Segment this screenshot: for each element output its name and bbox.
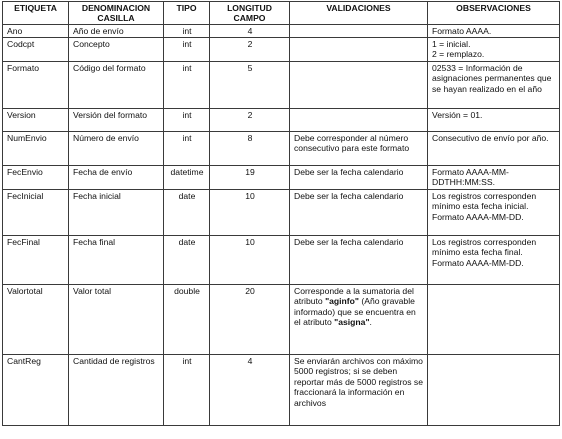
cell-observaciones: 1 = inicial. 2 = remplazo. xyxy=(428,37,560,61)
cell-etiqueta: CantReg xyxy=(3,354,69,425)
validation-text: Corresponde a la sumatoria del atributo xyxy=(294,285,414,307)
table-row xyxy=(3,165,560,189)
cell-tipo: int xyxy=(164,25,210,38)
cell-etiqueta: FecEnvio xyxy=(3,165,69,189)
cell-observaciones xyxy=(428,284,560,354)
cell-longitud: 4 xyxy=(210,354,290,425)
cell-denominacion: Cantidad de registros xyxy=(69,354,164,425)
cell-etiqueta: FecInicial xyxy=(3,189,69,235)
cell-tipo: int xyxy=(164,108,210,131)
column-header-tipo: TIPO xyxy=(164,2,210,25)
cell-longitud: 8 xyxy=(210,131,290,165)
table-row xyxy=(3,189,560,235)
cell-etiqueta: FecFinal xyxy=(3,235,69,284)
cell-tipo: int xyxy=(164,354,210,425)
table-row xyxy=(3,37,560,61)
cell-tipo: double xyxy=(164,284,210,354)
cell-denominacion: Valor total xyxy=(69,284,164,354)
cell-observaciones: Consecutivo de envío por año. xyxy=(428,131,560,165)
cell-longitud: 10 xyxy=(210,189,290,235)
table-row xyxy=(3,61,560,108)
cell-denominacion: Fecha final xyxy=(69,235,164,284)
cell-denominacion: Versión del formato xyxy=(69,108,164,131)
column-header-denominacion: DENOMINACION CASILLA xyxy=(69,2,164,25)
attribute-name-asigna: "asigna" xyxy=(334,317,370,328)
cell-validaciones xyxy=(290,25,428,38)
table-row xyxy=(3,235,560,284)
field-spec-table xyxy=(2,1,560,426)
table-row xyxy=(3,25,560,38)
cell-validaciones: Debe ser la fecha calendario xyxy=(290,189,428,235)
cell-longitud: 5 xyxy=(210,61,290,108)
table-row xyxy=(3,284,560,354)
cell-etiqueta: Codcpt xyxy=(3,37,69,61)
column-header-observaciones: OBSERVACIONES xyxy=(428,2,560,25)
cell-longitud: 10 xyxy=(210,235,290,284)
table-row xyxy=(3,354,560,425)
table-row xyxy=(3,108,560,131)
cell-etiqueta: NumEnvio xyxy=(3,131,69,165)
cell-observaciones: Formato AAAA-MM-DDTHH:MM:SS. xyxy=(428,165,560,189)
cell-tipo: date xyxy=(164,189,210,235)
cell-denominacion: Número de envío xyxy=(69,131,164,165)
cell-validaciones xyxy=(290,37,428,61)
cell-longitud: 2 xyxy=(210,108,290,131)
column-header-validaciones: VALIDACIONES xyxy=(290,2,428,25)
cell-tipo: date xyxy=(164,235,210,284)
cell-observaciones: Versión = 01. xyxy=(428,108,560,131)
cell-etiqueta: Version xyxy=(3,108,69,131)
table-header-row xyxy=(3,2,560,25)
cell-denominacion: Fecha de envío xyxy=(69,165,164,189)
cell-denominacion: Concepto xyxy=(69,37,164,61)
cell-longitud: 20 xyxy=(210,284,290,354)
cell-observaciones: Los registros corresponden mínimo esta fecha final. Formato AAAA-MM-DD. xyxy=(428,235,560,284)
column-header-longitud: LONGITUD CAMPO xyxy=(210,2,290,25)
cell-etiqueta: Ano xyxy=(3,25,69,38)
cell-observaciones: Los registros corresponden mínimo esta fecha inicial. Formato AAAA-MM-DD. xyxy=(428,189,560,235)
cell-tipo: int xyxy=(164,131,210,165)
cell-longitud: 2 xyxy=(210,37,290,61)
cell-validaciones: Debe ser la fecha calendario xyxy=(290,165,428,189)
cell-observaciones: 02533 = Información de asignaciones permanentes que se hayan realizado en el año xyxy=(428,61,560,108)
cell-validaciones: Debe corresponder al número consecutivo para este formato xyxy=(290,131,428,165)
cell-validaciones: Debe ser la fecha calendario xyxy=(290,235,428,284)
cell-denominacion: Año de envío xyxy=(69,25,164,38)
cell-tipo: int xyxy=(164,37,210,61)
cell-tipo: int xyxy=(164,61,210,108)
cell-longitud: 19 xyxy=(210,165,290,189)
cell-tipo: datetime xyxy=(164,165,210,189)
table-row xyxy=(3,131,560,165)
cell-etiqueta: Valortotal xyxy=(3,284,69,354)
cell-observaciones: Formato AAAA. xyxy=(428,25,560,38)
cell-longitud: 4 xyxy=(210,25,290,38)
cell-validaciones xyxy=(290,284,428,354)
cell-observaciones xyxy=(428,354,560,425)
cell-denominacion: Código del formato xyxy=(69,61,164,108)
attribute-name-aginfo: "aginfo" xyxy=(325,296,359,307)
cell-etiqueta: Formato xyxy=(3,61,69,108)
cell-validaciones xyxy=(290,61,428,108)
cell-validaciones: Se enviarán archivos con máximo 5000 registros; si se deben reportar más de 5000 registros se fraccionará la información en archivos xyxy=(290,354,428,425)
validation-text: (Año gravable informado) que se encuentra en el atributo xyxy=(294,296,416,328)
column-header-etiqueta: ETIQUETA xyxy=(3,2,69,25)
validation-text: . xyxy=(369,317,372,328)
cell-denominacion: Fecha inicial xyxy=(69,189,164,235)
cell-validaciones xyxy=(290,108,428,131)
